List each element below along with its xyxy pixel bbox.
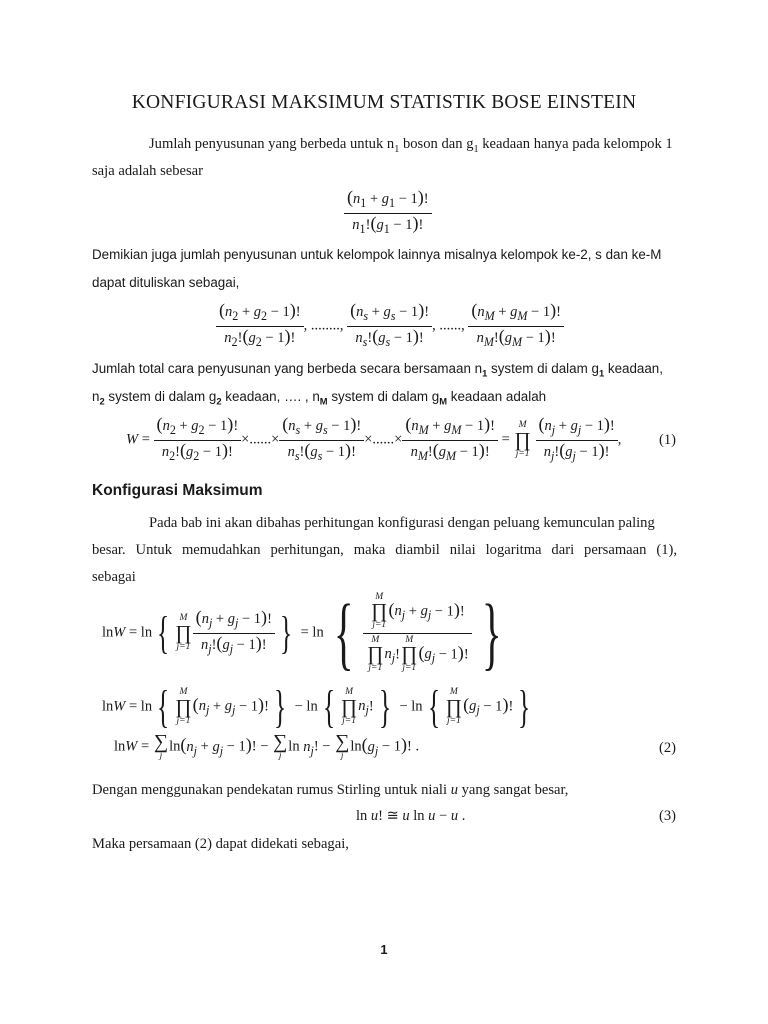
ln-w-equation-line-a: lnW = ln { M ∏ j=1 $\frac{(n_j + g_j - 1)!}{n_j!(g_j - 1)!}$ } = ln { M ∏ j=1 $(n_j + g_j - 1)$! M ∏ j=1 $n_j$! M ∏ j=1 $(g_j - 1)$! } [102,587,502,678]
formula-groups-2-s-m: $\frac{(n_2 + g_2 - 1)!}{n_2!(g_2 - 1)!}$ , ........, $\frac{(n_s + g_s - 1)!}{n_s!(g_s - 1)!}$ , ......, $\frac{(n_M + g_M - 1)!}{n_M!(g_M - 1)!}$ [216,303,564,350]
section-heading: Konfigurasi Maksimum [92,482,263,499]
para6: Maka persamaan (2) dapat didekati sebagai, [92,836,349,852]
equation-3: ln u! ≅ u ln u − u . [356,808,466,824]
para3-line-2: $n_2$ system di dalam $g_2$ keadaan, …. , $n_M$ system di dalam $g_M$ keadaan adalah [92,389,547,407]
equation-1: W = $\frac{(n_2 + g_2 - 1)!}{n_2!(g_2 - 1)!}$ ×......× $\frac{(n_s + g_s - 1)!}{n_s!(g_s - 1)!}$ ×......× $\frac{(n_M + g_M - 1)!}{n_M!(g_M - 1)!}$ = M ∏ j=1 $\frac{(n_j + g_j - 1)!}{n_j!(g_j - 1)!}$ , [126,414,622,463]
para4-line-3: sebagai [92,569,136,585]
intro-line-1: Jumlah penyusunan yang berbeda untuk $n_1$ boson dan $g_1$ keadaan hanya pada kelompok 1 [149,136,673,155]
formula-group-1: $\frac{(n_1 + g_1 - 1)!}{n_1!(g_1 - 1)!}$ [344,190,432,237]
page-number: 1 [380,942,388,957]
para2-line-2: dapat dituliskan sebagai, [92,275,240,290]
intro-line-2: saja adalah sebesar [92,163,204,179]
ln-w-equation-line-b: lnW = ln { M ∏ j=1 $(n_j + g_j - 1)$! } − ln { M ∏ j=1 $n_j$! } − ln { M ∏ j=1 $(g_j - 1)$! } [102,681,531,732]
para4-line-1: Pada bab ini akan dibahas perhitungan konfigurasi dengan peluang kemunculan paling [149,515,655,531]
para3-line-1: Jumlah total cara penyusunan yang berbeda secara bersamaan $n_1$ system di dalam $g_1$ keadaan, [92,361,663,379]
para4-line-2: besar. Untuk memudahkan perhitungan, maka diambil nilai logaritma dari persamaan (1), [92,542,677,558]
para5: Dengan menggunakan pendekatan rumus Stirling untuk niali u yang sangat besar, [92,782,569,798]
equation-number-3: (3) [659,808,677,824]
equation-number-1: (1) [659,432,677,448]
para2-line-1: Demikian juga jumlah penyusunan untuk kelompok lainnya misalnya kelompok ke-2, s dan ke-M [92,247,662,262]
equation-2: lnW = ∑ j $\ln(n_j + g_j - 1)$! − ∑ j $\ln n_j$! − ∑ j $\ln(g_j - 1)$! . [114,731,420,761]
page-title: KONFIGURASI MAKSIMUM STATISTIK BOSE EINSTEIN [131,92,637,113]
equation-number-2: (2) [659,740,677,756]
